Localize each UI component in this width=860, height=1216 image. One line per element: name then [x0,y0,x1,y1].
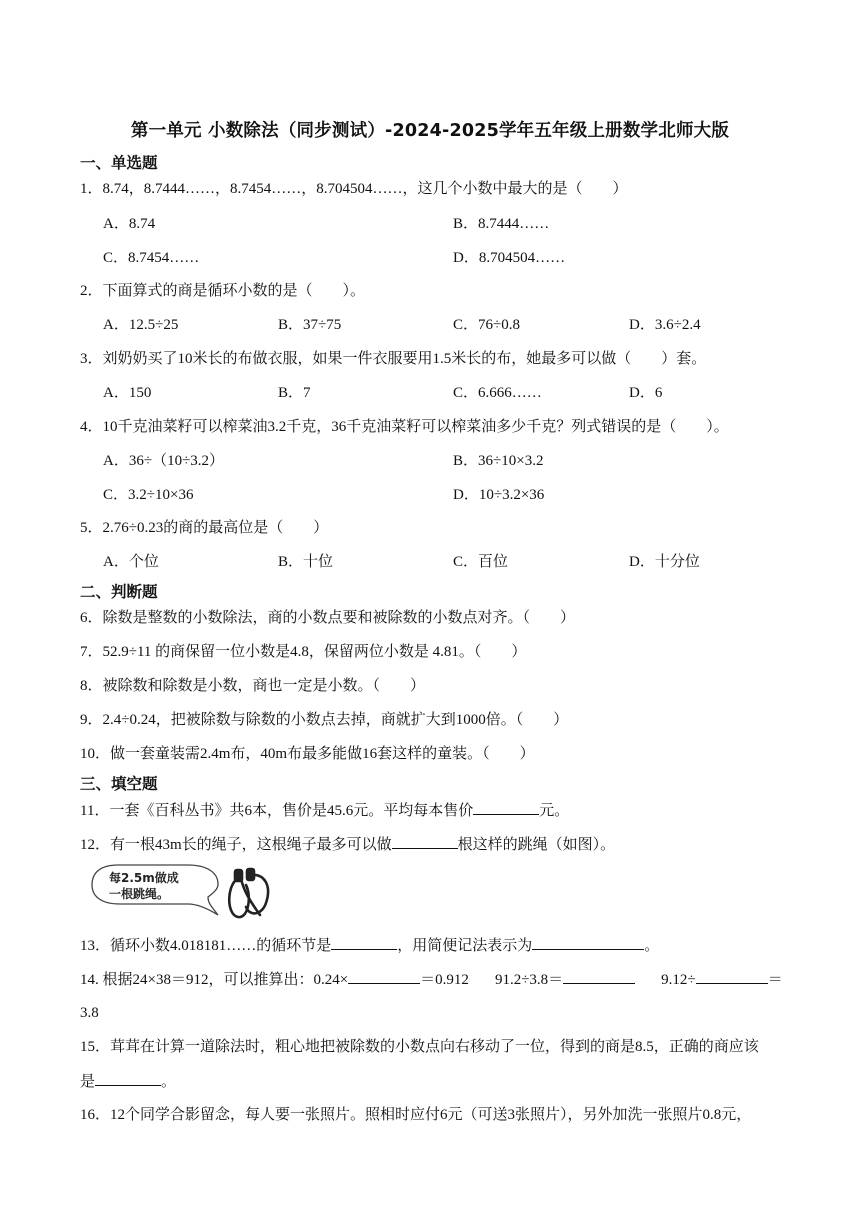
q4-option-d: D．10÷3.2×36 [453,487,545,503]
q12-answer-blank[interactable] [392,834,458,849]
question-14-continued: 3.8 [80,1005,99,1021]
q13-blank-notation[interactable] [532,935,644,950]
question-4: 4．10千克油菜籽可以榨菜油3.2千克，36千克油菜籽可以榨菜油多少千克？列式错误的是（ ）。 [80,419,729,435]
q1-option-a: A．8.74 [103,216,156,232]
q12-text-end: 根这样的跳绳（如图）。 [457,837,616,853]
bubble-text-line1: 每2.5m做成 [109,871,179,885]
q13-text-end: 。 [644,938,660,954]
q11-answer-blank[interactable] [473,800,539,815]
q4-option-a: A．36÷（10÷3.2） [103,453,225,469]
q14-blank-1[interactable] [348,969,420,984]
q12-text: 12．有一根43m长的绳子，这根绳子最多可以做 [80,837,392,853]
q14-text-4: 9.12÷ [661,972,696,988]
q14-text-5: ＝ [767,972,783,988]
q2-option-d: D．3.6÷2.4 [629,317,701,333]
q11-text: 11．一套《百科丛书》共6本，售价是45.6元。平均每本售价 [80,803,474,819]
q13-blank-cycle[interactable] [331,935,397,950]
q13-text-mid: ，用简便记法表示为 [397,938,533,954]
q5-option-b: B．十位 [278,554,334,570]
question-9: 9．2.4÷0.24，把被除数与除数的小数点去掉，商就扩大到1000倍。（ ） [80,712,569,728]
q1-option-b: B．8.7444…… [453,216,550,232]
q3-option-b: B．7 [278,385,311,401]
question-1: 1．8.74，8.7444……，8.7454……，8.704504……，这几个小数中最大的是（ ） [80,181,628,197]
jump-rope-figure [90,863,280,925]
q4-option-c: C．3.2÷10×36 [103,487,194,503]
question-6: 6．除数是整数的小数除法，商的小数点要和被除数的小数点对齐。（ ） [80,610,576,626]
q1-option-c: C．8.7454…… [103,250,200,266]
q1-option-d: D．8.704504…… [453,250,566,266]
q2-option-b: B．37÷75 [278,317,342,333]
q3-option-c: C．6.666…… [453,385,542,401]
question-15: 15．茸茸在计算一道除法时，粗心地把被除数的小数点向右移动了一位，得到的商是8.5，正确的商应该 [80,1039,759,1055]
question-14 [80,969,783,990]
q3-option-a: A．150 [103,385,152,401]
q2-option-c: C．76÷0.8 [453,317,520,333]
q2-option-a: A．12.5÷25 [103,317,179,333]
question-8: 8．被除数和除数是小数，商也一定是小数。（ ） [80,678,426,694]
q3-option-d: D．6 [629,385,663,401]
question-2: 2．下面算式的商是循环小数的是（ ）。 [80,283,366,299]
q5-option-a: A．个位 [103,554,159,570]
question-12 [80,834,615,855]
section-heading-single-choice: 一、单选题 [80,154,158,172]
q15-text: 是 [80,1074,96,1090]
question-11 [80,800,569,821]
question-3: 3．刘奶奶买了10米长的布做衣服，如果一件衣服要用1.5米长的布，她最多可以做（ ）套。 [80,351,707,367]
q14-text-3: 91.2÷3.8＝ [494,972,564,988]
section-heading-true-false: 二、判断题 [80,583,158,601]
page-title: 第一单元 小数除法（同步测试）-2024-2025学年五年级上册数学北师大版 [130,121,730,141]
question-15-continued [80,1071,176,1092]
q14-blank-3[interactable] [696,969,768,984]
q14-blank-2[interactable] [563,969,635,984]
bubble-text-line2: 一根跳绳。 [109,887,170,901]
q5-option-d: D．十分位 [629,554,700,570]
question-7: 7．52.9÷11 的商保留一位小数是4.8，保留两位小数是 4.81。（ ） [80,644,527,660]
question-5: 5．2.76÷0.23的商的最高位是（ ） [80,520,329,536]
section-heading-fill-blank: 三、填空题 [80,775,158,793]
q13-text: 13．循环小数4.018181……的循环节是 [80,938,332,954]
question-13 [80,935,659,956]
q4-option-b: B．36÷10×3.2 [453,453,544,469]
jump-rope-icon [229,869,268,917]
q14-text-2: ＝0.912 [420,972,469,988]
q15-answer-blank[interactable] [95,1071,161,1086]
question-16: 16．12个同学合影留念，每人要一张照片。照相时应付6元（可送3张照片），另外加洗一张照片0.8元， [80,1107,752,1123]
q11-text-end: 元。 [539,803,570,819]
q15-text-end: 。 [161,1074,177,1090]
question-10: 10．做一套童装需2.4m布，40m布最多能做16套这样的童装。（ ） [80,746,535,762]
q14-text-1: 14. 根据24×38＝912，可以推算出：0.24× [80,972,349,988]
q5-option-c: C．百位 [453,554,509,570]
